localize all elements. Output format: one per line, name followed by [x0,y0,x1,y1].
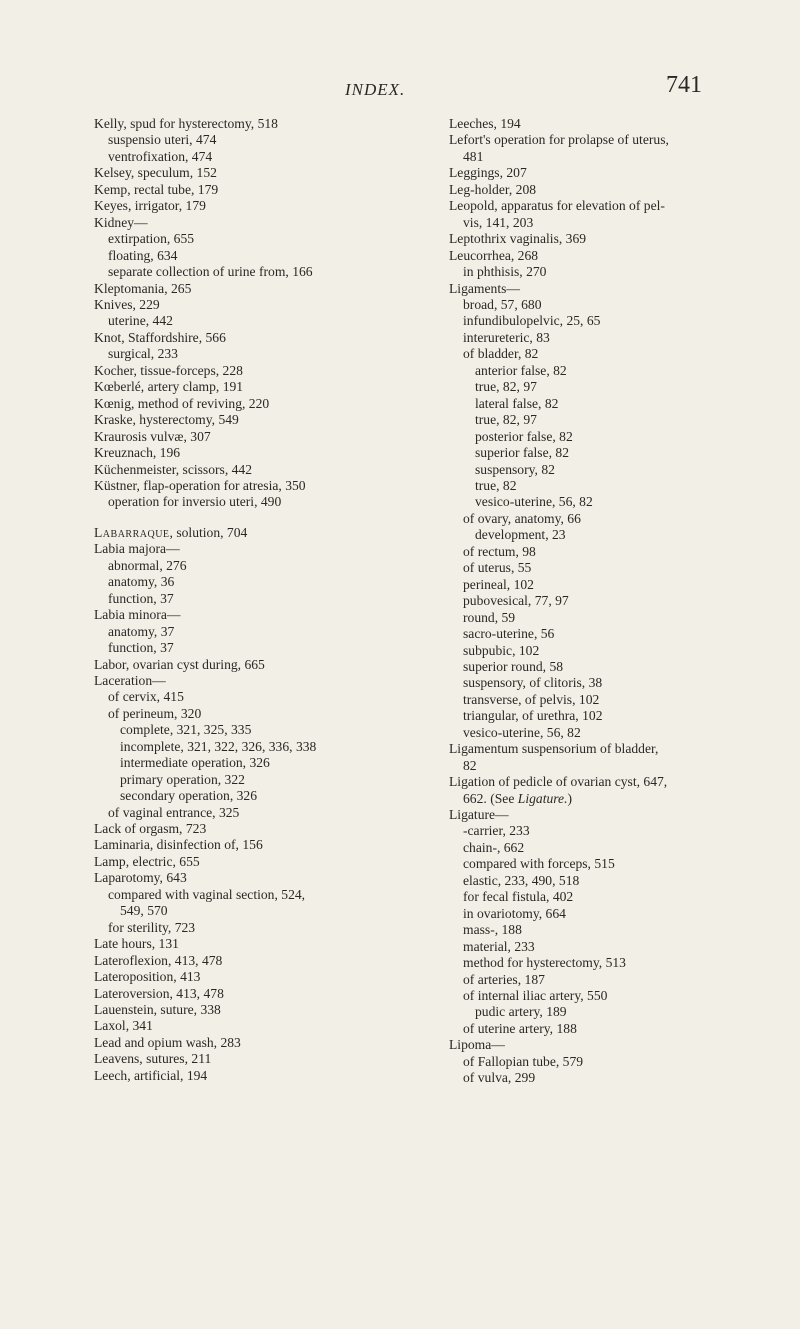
index-entry [94,936,416,952]
index-entry [94,297,416,313]
entry-text: Lateroposition, 413 [94,969,201,985]
index-subentry [449,396,767,412]
index-entry [449,231,767,247]
index-subentry [449,346,767,362]
index-subentry [449,972,767,988]
entry-text: of cervix, 415 [108,689,184,705]
entry-text: superior false, 82 [475,445,569,461]
entry-text: elastic, 233, 490, 518 [463,872,580,888]
entry-text: vis, 141, 203 [463,214,534,230]
index-entry [449,165,767,181]
entry-text: operation for inversio uteri, 490 [108,494,282,510]
index-subentry [449,626,767,642]
index-entry [94,1035,416,1051]
index-entry [449,132,767,148]
index-subentry [94,706,416,722]
index-entry [94,462,416,478]
index-entry [449,248,767,264]
entry-text: separate collection of urine from, 166 [108,264,313,280]
see-reference-target: Ligature. [517,790,568,806]
entry-text: Lauenstein, suture, 338 [94,1002,221,1018]
entry-text: function, 37 [108,590,174,606]
section-gap [94,511,416,525]
entry-text: Kraurosis vulvæ, 307 [94,428,211,444]
entry-text: Keyes, irrigator, 179 [94,198,206,214]
index-entry [94,1002,416,1018]
entry-text: Leopold, apparatus for elevation of pel- [449,198,665,214]
entry-text: surgical, 233 [108,346,178,362]
entry-text: broad, 57, 680 [463,296,542,312]
see-reference-close: ) [567,790,573,806]
index-subentry [449,577,767,593]
index-subentry [449,429,767,445]
index-subentry [94,920,416,936]
index-entry [94,541,416,557]
index-subentry [94,772,416,788]
index-subentry [449,412,767,428]
index-subentry [449,1004,767,1020]
entry-text: chain-, 662 [463,839,525,855]
index-subentry [449,330,767,346]
entry-text: Leptothrix vaginalis, 369 [449,231,587,247]
entry-text: Ligation of pedicle of ovarian cyst, 647, [449,774,668,790]
index-entry [94,870,416,886]
index-subentry [449,1070,767,1086]
index-subentry [449,560,767,576]
index-entry [94,1051,416,1067]
index-entry [94,363,416,379]
entry-text: triangular, of urethra, 102 [463,708,603,724]
index-subentry [94,640,416,656]
entry-text: Leg-holder, 208 [449,181,537,197]
index-subentry [449,823,767,839]
index-subentry [94,739,416,755]
index-entry [449,1037,767,1053]
entry-text: sacro-uterine, 56 [463,626,555,642]
entry-text: Kelly, spud for hysterectomy, 518 [94,116,278,131]
index-subentry [449,297,767,313]
index-subentry [449,708,767,724]
index-subentry [449,939,767,955]
entry-text: Laxol, 341 [94,1018,153,1034]
entry-text: infundibulopelvic, 25, 65 [463,313,601,329]
entry-text: Küstner, flap-operation for atresia, 350 [94,477,306,493]
index-subentry [449,873,767,889]
entry-text: posterior false, 82 [475,428,573,444]
entry-text: 481 [463,148,484,164]
index-entry [449,774,767,790]
entry-text: in phthisis, 270 [463,264,547,280]
entry-text: Leggings, 207 [449,165,527,181]
entry-text: floating, 634 [108,247,178,263]
index-subentry [94,805,416,821]
entry-text: anatomy, 37 [108,623,175,639]
entry-text: Kelsey, speculum, 152 [94,165,217,181]
index-entry [94,330,416,346]
entry-text: suspensory, of clitoris, 38 [463,675,603,691]
index-entry [94,854,416,870]
index-subentry [449,791,767,807]
entry-text: extirpation, 655 [108,231,195,247]
index-entry [449,198,767,214]
index-subentry [94,591,416,607]
entry-text: of vulva, 299 [463,1070,536,1086]
index-subentry [94,755,416,771]
index-entry [449,182,767,198]
entry-text: true, 82, 97 [475,379,537,395]
entry-text: Labia majora— [94,541,180,557]
page-number: 741 [666,72,702,98]
index-subentry [94,624,416,640]
index-subentry [449,544,767,560]
index-subentry [449,462,767,478]
entry-text: round, 59 [463,609,516,625]
entry-text: Laparotomy, 643 [94,870,187,886]
entry-text: Kraske, hysterectomy, 549 [94,412,239,428]
entry-text: 82 [463,757,477,773]
index-subentry [449,840,767,856]
index-subentry [449,692,767,708]
entry-text: 549, 570 [120,903,168,919]
entry-text: primary operation, 322 [120,771,245,787]
index-entry [449,281,767,297]
entry-text: mass-, 188 [463,922,522,938]
entry-text: intermediate operation, 326 [120,755,270,771]
entry-text: Late hours, 131 [94,936,179,952]
page-title: INDEX. [345,80,406,99]
entry-text: anterior false, 82 [475,362,567,378]
index-subentry [449,889,767,905]
entry-text: of Fallopian tube, 579 [463,1053,584,1069]
entry-text: Kleptomania, 265 [94,280,192,296]
entry-text: -carrier, 233 [463,823,530,839]
entry-text: Lateroversion, 413, 478 [94,985,224,1001]
entry-text: Kidney— [94,214,148,230]
entry-text: , solution, 704 [169,524,248,540]
index-subentry [449,215,767,231]
index-subentry [94,149,416,165]
entry-text: vesico-uterine, 56, 82 [463,724,581,740]
entry-text: Lateroflexion, 413, 478 [94,952,223,968]
entry-text: Kreuznach, 196 [94,445,181,461]
entry-heading-smallcaps: Labarraque [94,524,170,540]
entry-text: Labor, ovarian cyst during, 665 [94,656,265,672]
entry-text: Lipoma— [449,1037,505,1053]
entry-text: perineal, 102 [463,576,534,592]
entry-text: Lamp, electric, 655 [94,853,200,869]
entry-text: Lack of orgasm, 723 [94,821,207,837]
entry-text: of uterine artery, 188 [463,1020,577,1036]
index-entry [94,1068,416,1084]
index-entry [94,525,416,541]
entry-text: material, 233 [463,938,535,954]
entry-text: anatomy, 36 [108,574,175,590]
entry-text: compared with forceps, 515 [463,856,615,872]
index-subentry [449,1021,767,1037]
index-subentry [449,511,767,527]
index-subentry [449,1054,767,1070]
entry-text: Leeches, 194 [449,116,521,131]
entry-text: of ovary, anatomy, 66 [463,510,581,526]
page-header [0,72,800,102]
entry-text: Kœnig, method of reviving, 220 [94,395,270,411]
index-entry [449,116,767,132]
index-subentry [449,906,767,922]
entry-text: Kocher, tissue-forceps, 228 [94,362,243,378]
entry-text: Laceration— [94,672,166,688]
entry-text: abnormal, 276 [108,557,187,573]
entry-text: pubovesical, 77, 97 [463,593,569,609]
index-subentry [449,955,767,971]
entry-text: Lefort's operation for prolapse of uterus, [449,132,669,148]
entry-text: Küchenmeister, scissors, 442 [94,461,253,477]
entry-text: compared with vaginal section, 524, [108,886,306,902]
index-subentry [94,346,416,362]
index-entry [449,741,767,757]
entry-text: Leucorrhea, 268 [449,247,539,263]
index-entry [94,607,416,623]
entry-text: true, 82, 97 [475,412,537,428]
index-entry [94,412,416,428]
entry-text: Leech, artificial, 194 [94,1067,208,1083]
index-subentry [94,574,416,590]
entry-text: in ovariotomy, 664 [463,905,566,921]
entry-text: incomplete, 321, 322, 326, 336, 338 [120,738,317,754]
entry-text: of perineum, 320 [108,705,202,721]
index-subentry [449,725,767,741]
index-subentry [449,758,767,774]
index-subentry [94,264,416,280]
index-subentry [94,788,416,804]
entry-text: function, 37 [108,640,174,656]
index-entry [94,396,416,412]
entry-text: Leavens, sutures, 211 [94,1051,212,1067]
entry-text: suspensio uteri, 474 [108,132,217,148]
index-entry [94,379,416,395]
entry-text: Knives, 229 [94,296,160,312]
entry-text: Lead and opium wash, 283 [94,1034,241,1050]
index-subentry [449,643,767,659]
index-subentry [449,445,767,461]
entry-text: of vaginal entrance, 325 [108,804,240,820]
index-entry [94,478,416,494]
index-subentry [449,264,767,280]
entry-text: Laminaria, disinfection of, 156 [94,837,263,853]
index-subentry [449,313,767,329]
index-entry [94,821,416,837]
entry-text: uterine, 442 [108,313,173,329]
index-subentry [94,313,416,329]
index-subentry [449,363,767,379]
entry-text: of internal iliac artery, 550 [463,988,608,1004]
index-subentry [449,478,767,494]
index-entry [94,182,416,198]
index-entry [94,837,416,853]
entry-text: Ligature— [449,807,509,823]
index-subentry [449,494,767,510]
entry-text: suspensory, 82 [475,461,555,477]
index-entry [94,429,416,445]
index-subentry [449,149,767,165]
entry-text: Kœberlé, artery clamp, 191 [94,379,244,395]
index-subentry [449,922,767,938]
entry-text: of rectum, 98 [463,543,536,559]
index-subentry [449,675,767,691]
index-entry [94,986,416,1002]
entry-text: true, 82 [475,477,517,493]
entry-text: transverse, of pelvis, 102 [463,691,600,707]
index-subentry [449,593,767,609]
entry-text: Knot, Staffordshire, 566 [94,329,226,345]
entry-text: for fecal fistula, 402 [463,889,574,905]
entry-text: lateral false, 82 [475,395,559,411]
index-subentry [94,887,416,903]
index-subentry [94,494,416,510]
index-subentry [449,379,767,395]
entry-text: superior round, 58 [463,658,564,674]
index-subentry [449,610,767,626]
index-subentry [449,659,767,675]
index-entry [94,445,416,461]
entry-text: pudic artery, 189 [475,1004,567,1020]
entry-text: Ligamentum suspensorium of bladder, [449,741,659,757]
entry-text: development, 23 [475,527,566,543]
entry-text: 662. [463,790,487,806]
index-entry [94,673,416,689]
entry-text: for sterility, 723 [108,919,196,935]
index-column-right [449,116,767,1087]
see-reference: (See [490,790,518,806]
index-subentry [94,903,416,919]
entry-text: method for hysterectomy, 513 [463,955,626,971]
index-subentry [94,689,416,705]
index-entry [449,807,767,823]
entry-text: secondary operation, 326 [120,788,258,804]
index-entry [94,1018,416,1034]
entry-text: ventrofixation, 474 [108,148,213,164]
entry-text: complete, 321, 325, 335 [120,722,252,738]
index-subentry [449,527,767,543]
entry-text: Kemp, rectal tube, 179 [94,181,219,197]
index-entry [94,953,416,969]
index-subentry [94,248,416,264]
index-subentry [449,856,767,872]
index-column-left [94,116,416,1084]
index-entry [94,281,416,297]
entry-text: Labia minora— [94,607,181,623]
entry-text: of arteries, 187 [463,971,545,987]
index-entry [94,657,416,673]
index-subentry [94,558,416,574]
entry-text: vesico-uterine, 56, 82 [475,494,593,510]
entry-text: of uterus, 55 [463,560,532,576]
index-entry [94,969,416,985]
index-subentry [94,231,416,247]
index-entry [94,165,416,181]
index-entry [94,198,416,214]
index-subentry [94,722,416,738]
entry-text: interureteric, 83 [463,329,550,345]
entry-text: Ligaments— [449,280,520,296]
entry-text: of bladder, 82 [463,346,539,362]
index-entry [94,215,416,231]
index-entry [94,116,416,132]
index-subentry [449,988,767,1004]
index-subentry [94,132,416,148]
entry-text: subpubic, 102 [463,642,540,658]
